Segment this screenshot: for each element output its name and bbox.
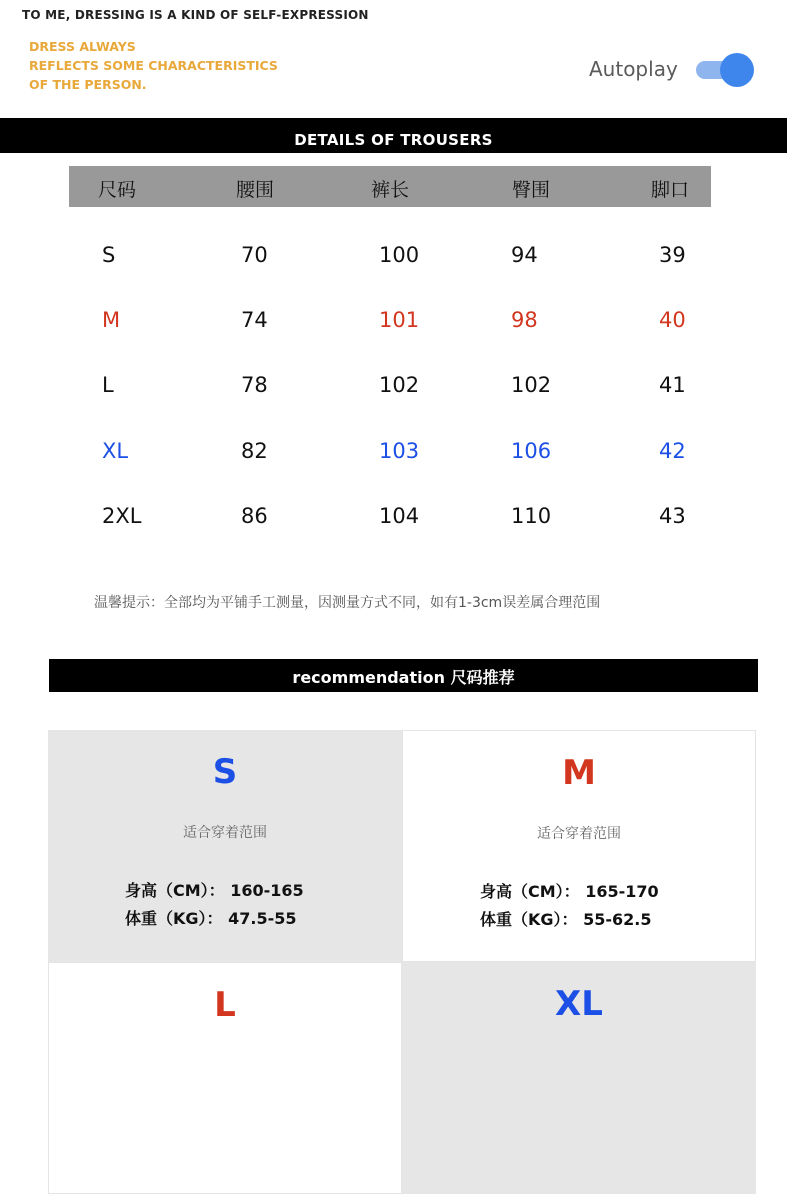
cell-waist: 70 <box>241 243 268 267</box>
quote-block <box>29 37 278 94</box>
card-fit-label: 适合穿着范围 <box>183 825 267 841</box>
card-fit-label: 适合穿着范围 <box>537 826 621 842</box>
column-header-size: 尺码 <box>98 179 137 201</box>
card-size-letter: S <box>212 752 238 792</box>
cell-hip: 94 <box>511 243 538 267</box>
cell-hem: 43 <box>659 504 686 528</box>
cell-hem: 42 <box>659 439 686 463</box>
quote-line: DRESS ALWAYS <box>29 39 136 54</box>
cell-waist: 82 <box>241 439 268 463</box>
card-size-letter: XL <box>555 984 603 1024</box>
card-weight-range: 体重（KG）： 55-62.5 <box>480 910 652 929</box>
card-weight-range: 体重（KG）： 47.5-55 <box>125 909 297 928</box>
cell-hip: 106 <box>511 439 552 463</box>
size-card-xl <box>402 962 756 1194</box>
cell-waist: 78 <box>241 373 268 397</box>
quote-line: REFLECTS SOME CHARACTERISTICS <box>29 58 278 73</box>
cell-length: 101 <box>379 308 420 332</box>
card-size-letter: M <box>562 753 596 793</box>
cell-size: L <box>102 373 114 397</box>
size-card-m <box>402 730 756 962</box>
card-height-range: 身高（CM）： 160-165 <box>125 881 304 900</box>
column-header-hip: 臀围 <box>512 179 551 201</box>
cell-hip: 110 <box>511 504 552 528</box>
card-height-range: 身高（CM）： 165-170 <box>480 882 659 901</box>
cell-length: 103 <box>379 439 420 463</box>
details-banner <box>0 118 787 153</box>
autoplay-label: Autoplay <box>589 57 678 81</box>
cell-size: XL <box>102 439 129 463</box>
autoplay-toggle[interactable] <box>694 52 756 86</box>
cell-length: 100 <box>379 243 420 267</box>
measurement-note: 温馨提示：全部均为平铺手工测量，因测量方式不同，如有1-3cm误差属合理范围 <box>94 595 601 611</box>
details-title: DETAILS OF TROUSERS <box>294 131 493 149</box>
column-header-hem: 脚口 <box>651 179 690 201</box>
size-card-s <box>48 730 402 962</box>
page-tagline: TO ME, DRESSING IS A KIND OF SELF-EXPRESSION <box>22 8 369 22</box>
recommendation-title: recommendation 尺码推荐 <box>292 668 515 687</box>
cell-size: 2XL <box>102 504 142 528</box>
cell-waist: 86 <box>241 504 268 528</box>
cell-length: 102 <box>379 373 420 397</box>
cell-hem: 40 <box>659 308 686 332</box>
column-header-length: 裤长 <box>371 179 410 201</box>
cell-size: S <box>102 243 116 267</box>
cell-size: M <box>102 308 121 332</box>
cell-hip: 102 <box>511 373 552 397</box>
quote-line: OF THE PERSON. <box>29 77 147 92</box>
size-table-header <box>69 166 711 207</box>
cell-hip: 98 <box>511 308 538 332</box>
toggle-knob[interactable] <box>720 53 754 87</box>
cell-hem: 39 <box>659 243 686 267</box>
cell-length: 104 <box>379 504 420 528</box>
cell-hem: 41 <box>659 373 686 397</box>
column-header-waist: 腰围 <box>236 179 275 201</box>
size-card-l <box>48 962 402 1194</box>
card-size-letter: L <box>214 985 236 1025</box>
autoplay-control <box>589 54 756 84</box>
cell-waist: 74 <box>241 308 268 332</box>
recommendation-banner <box>49 659 758 692</box>
